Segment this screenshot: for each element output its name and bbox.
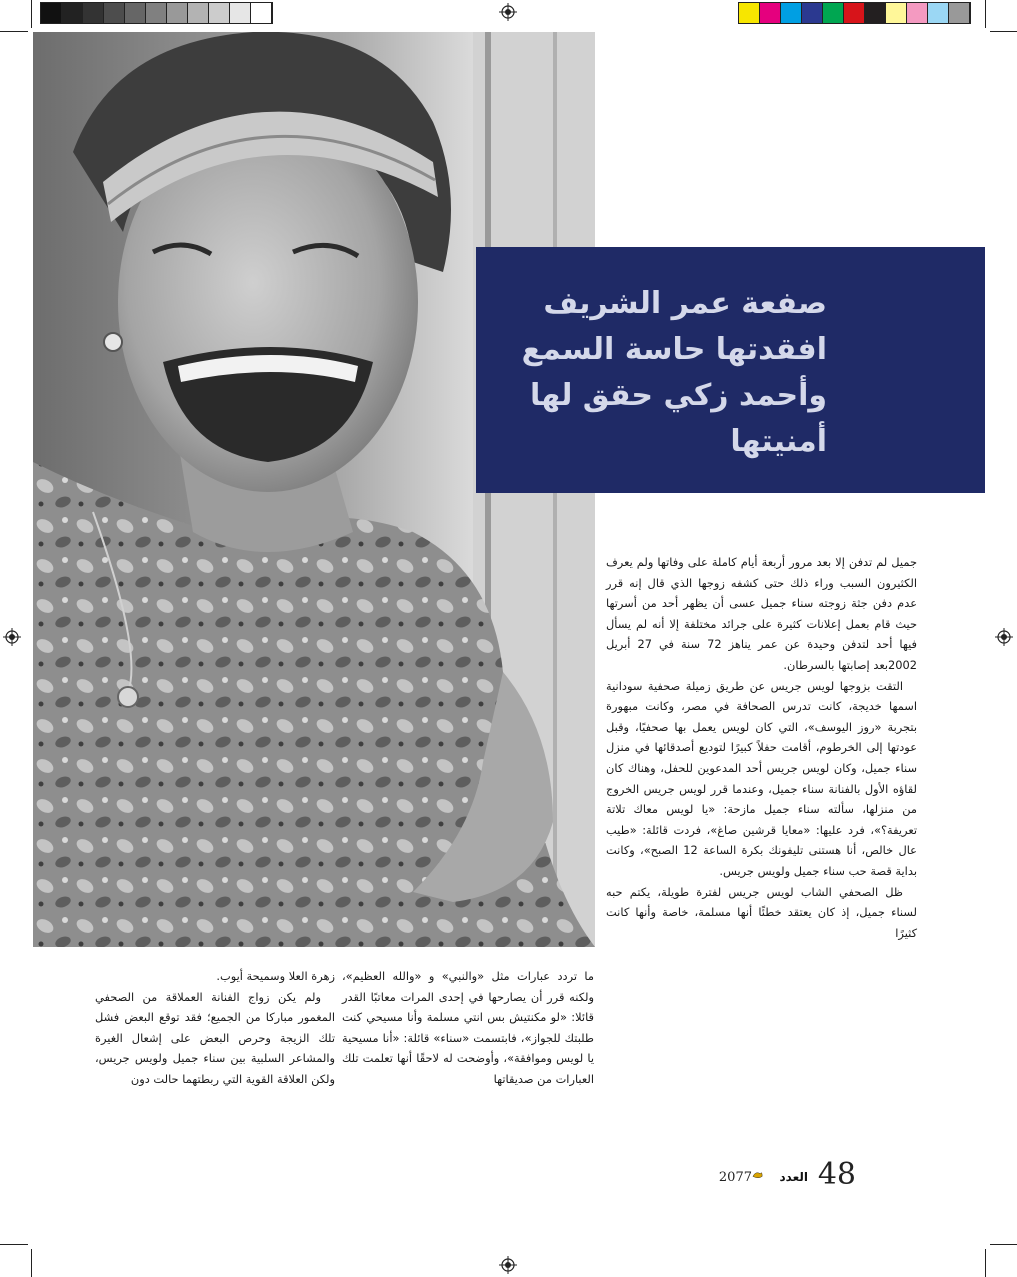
headline-line-3: وأحمد زكي حقق لها bbox=[530, 378, 827, 413]
color-swatch bbox=[886, 3, 907, 23]
grey-swatch bbox=[62, 3, 83, 23]
crop-mark-bottom-right bbox=[985, 1249, 986, 1277]
crop-mark-top-left bbox=[31, 0, 32, 28]
color-swatch bbox=[844, 3, 865, 23]
page-number: 48 bbox=[817, 1157, 856, 1192]
grey-swatch bbox=[167, 3, 188, 23]
grey-swatch bbox=[125, 3, 146, 23]
article-column-right bbox=[606, 552, 917, 943]
paragraph: ظل الصحفي الشاب لويس جريس لفترة طويلة، يكتم حبه لسناء جميل، إذ كان يعتقد خطئًا أنها مسلمة، خاصة وأنها كانت كثيرًا bbox=[606, 884, 917, 940]
color-swatch bbox=[865, 3, 886, 23]
registration-mark-right bbox=[995, 628, 1013, 646]
registration-mark-bottom bbox=[499, 1256, 517, 1274]
magazine-logo-icon bbox=[752, 1164, 776, 1186]
paragraph: ولم يكن زواج الفنانة العملاقة من الصحفي المغمور مباركا من الجميع؛ فقد توقع البعض فشل تلك الزيجة وحرص البعض على إشعال الغيرة والمشاعر السلبية بين سناء جميل ولويس جريس، ولكن العلاقة القوية التي ربطتهما حالت دون bbox=[95, 989, 335, 1086]
color-calibration-bar bbox=[738, 2, 971, 24]
paragraph: ما تردد عبارات مثل «والنبي» و «والله العظيم»، ولكنه قرر أن يصارحها في إحدى المرات معاتبًا القدر قائلا: «لو مكنتيش بس انتي مسلمة وأنا مسيحي كنت طلبتك للجواز»، فابتسمت «سناء» قائلة: «أنا مسيحية يا لويس وموافقة»، وأوضحت له لاحقًا أنها تعلمت تلك العبارات من صديقاتها bbox=[342, 969, 594, 1086]
color-swatch bbox=[739, 3, 760, 23]
headline-line-4: أمنيتها bbox=[730, 424, 827, 459]
headline-line-2: افقدتها حاسة السمع bbox=[521, 332, 827, 367]
crop-mark-bottom-left bbox=[31, 1249, 32, 1277]
article-column-middle bbox=[342, 966, 594, 1090]
grey-swatch bbox=[251, 3, 272, 23]
crop-mark-top-right-h bbox=[990, 31, 1017, 32]
registration-mark-left bbox=[3, 628, 21, 646]
grey-swatch bbox=[209, 3, 230, 23]
color-swatch bbox=[802, 3, 823, 23]
headline bbox=[497, 281, 827, 465]
grey-swatch bbox=[230, 3, 251, 23]
greyscale-calibration-bar bbox=[40, 2, 273, 24]
grey-swatch bbox=[41, 3, 62, 23]
headline-box bbox=[476, 247, 985, 493]
issue-label: العدد bbox=[779, 1170, 808, 1184]
grey-swatch bbox=[146, 3, 167, 23]
color-swatch bbox=[823, 3, 844, 23]
crop-mark-bottom-left-h bbox=[0, 1244, 28, 1245]
grey-swatch bbox=[83, 3, 104, 23]
crop-mark-top-left-h bbox=[0, 31, 28, 32]
grey-swatch bbox=[104, 3, 125, 23]
article-column-left bbox=[95, 966, 335, 1090]
grey-swatch bbox=[188, 3, 209, 23]
color-swatch bbox=[949, 3, 970, 23]
page-footer bbox=[696, 1158, 856, 1194]
headline-line-1: صفعة عمر الشريف bbox=[543, 286, 827, 321]
paragraph: التقت بزوجها لويس جريس عن طريق زميلة صحفية سودانية اسمها خديجة، كانت تدرس الصحافة في مصر، وكانت مبهورة بتجربة «روز اليوسف»، التي كان لويس يعمل بها صحفيًا، وقبل عودتها إلى الخرطوم، أقامت حفلاً كبيرًا لتوديع أصدقائها في منزل سناء جميل، وكان لويس جريس أحد المدعوين للحفل، وهناك كان لقاؤه الأول بالفنانة سناء جميل، وعندما قرر لويس جريس الخروج من منزلها، سألته سناء جميل مازحة: «يا لويس معاك تلاتة تعريفة؟»، فرد عليها: «معايا قرشين صاغ»، فردت قائلة: «طيب عال خالص، أنا هستنى تليفونك بكرة الساعة 12 الصبح»، وكانت بداية قصة حب سناء جميل ولويس جريس. bbox=[606, 678, 917, 878]
crop-mark-bottom-right-h bbox=[990, 1244, 1017, 1245]
color-swatch bbox=[928, 3, 949, 23]
crop-mark-top-right bbox=[985, 0, 986, 28]
issue-number: 2077 bbox=[718, 1170, 752, 1185]
color-swatch bbox=[907, 3, 928, 23]
color-swatch bbox=[760, 3, 781, 23]
registration-mark-top bbox=[499, 3, 517, 21]
paragraph: جميل لم تدفن إلا بعد مرور أربعة أيام كاملة على وفاتها ولم يعرف الكثيرون السبب وراء ذلك حتى كشفه زوجها الذي قال إنه قرر عدم دفن جثة زوجته سناء جميل عسى أن يظهر أحد من أسرتها حيث قام بعمل إعلانات كثيرة على جرائد مختلفة إلا أنه لم يسأل فيها أحد لتدفن وحيدة عن عمر يناهز 72 سنة في 27 أبريل 2002بعد إصابتها بالسرطان. bbox=[606, 555, 917, 672]
paragraph: زهرة العلا وسميحة أيوب. bbox=[216, 969, 335, 983]
color-swatch bbox=[781, 3, 802, 23]
